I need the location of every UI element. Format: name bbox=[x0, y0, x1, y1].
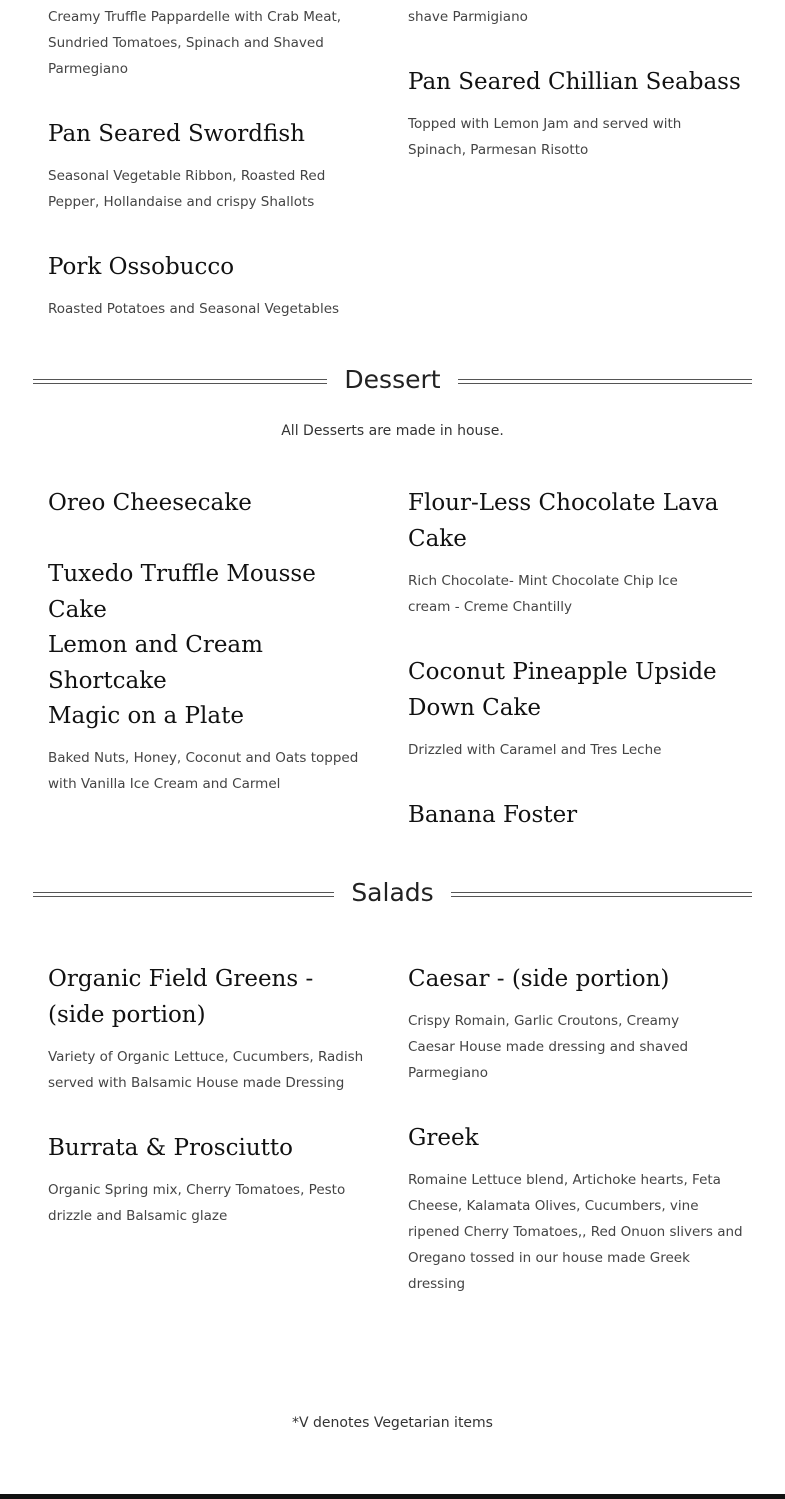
section-heading-dessert: Dessert bbox=[344, 365, 441, 394]
dish-description: Creamy Truffle Pappardelle with Crab Meat, Sundried Tomatoes, Spinach and Shaved Parmegiano bbox=[48, 9, 342, 77]
dish-description: Romaine Lettuce blend, Artichoke hearts, Feta Cheese, Kalamata Olives, Cucumbers, vine ripened Cherry Tomatoes,, Red Onuon slivers and Oregano tossed in our house made Greek dressing bbox=[408, 1172, 743, 1292]
dish-description: Seasonal Vegetable Ribbon, Roasted Red Pepper, Hollandaise and crispy Shallots bbox=[48, 168, 326, 210]
dish-title: Greek bbox=[408, 1125, 479, 1151]
dish-description: Crispy Romain, Garlic Croutons, Creamy Caesar House made dressing and shaved Parmegiano bbox=[408, 1013, 689, 1081]
dish-title: Tuxedo Truffle Mousse Cake bbox=[48, 561, 316, 623]
section-divider-right bbox=[458, 379, 752, 384]
dish-title: Coconut Pineapple Upside Down Cake bbox=[408, 659, 717, 721]
dish-description: Topped with Lemon Jam and served with Spinach, Parmesan Risotto bbox=[408, 116, 682, 158]
section-divider-left bbox=[33, 379, 327, 384]
dish-description: Organic Spring mix, Cherry Tomatoes, Pesto drizzle and Balsamic glaze bbox=[48, 1182, 346, 1224]
dessert-note: All Desserts are made in house. bbox=[281, 423, 504, 439]
section-divider-left bbox=[33, 892, 334, 897]
dish-description: Baked Nuts, Honey, Coconut and Oats topped with Vanilla Ice Cream and Carmel bbox=[48, 750, 359, 792]
bottom-bar bbox=[0, 1494, 785, 1499]
vegetarian-note: *V denotes Vegetarian items bbox=[292, 1415, 493, 1431]
dish-title: Pan Seared Chillian Seabass bbox=[408, 69, 741, 95]
dish-title: Banana Foster bbox=[408, 802, 578, 828]
dish-title: Organic Field Greens - (side portion) bbox=[48, 966, 314, 1028]
dish-description: Roasted Potatoes and Seasonal Vegetables bbox=[48, 301, 340, 317]
section-heading-salads: Salads bbox=[351, 878, 434, 907]
dish-description: Rich Chocolate- Mint Chocolate Chip Ice cream - Creme Chantilly bbox=[408, 573, 678, 615]
dish-description: Drizzled with Caramel and Tres Leche bbox=[408, 742, 662, 758]
dish-title: Magic on a Plate bbox=[48, 703, 244, 729]
dish-title: Lemon and Cream Shortcake bbox=[48, 632, 263, 694]
section-divider-right bbox=[451, 892, 752, 897]
dish-title: Pork Ossobucco bbox=[48, 254, 235, 280]
dish-title: Caesar - (side portion) bbox=[408, 966, 670, 992]
dish-title: Flour-Less Chocolate Lava Cake bbox=[408, 490, 719, 552]
dish-title: Pan Seared Swordfish bbox=[48, 121, 305, 147]
dish-description: Variety of Organic Lettuce, Cucumbers, Radish served with Balsamic House made Dressing bbox=[48, 1049, 364, 1091]
dish-description: shave Parmigiano bbox=[408, 9, 528, 25]
dish-title: Oreo Cheesecake bbox=[48, 490, 252, 516]
dish-title: Burrata & Prosciutto bbox=[48, 1135, 293, 1161]
